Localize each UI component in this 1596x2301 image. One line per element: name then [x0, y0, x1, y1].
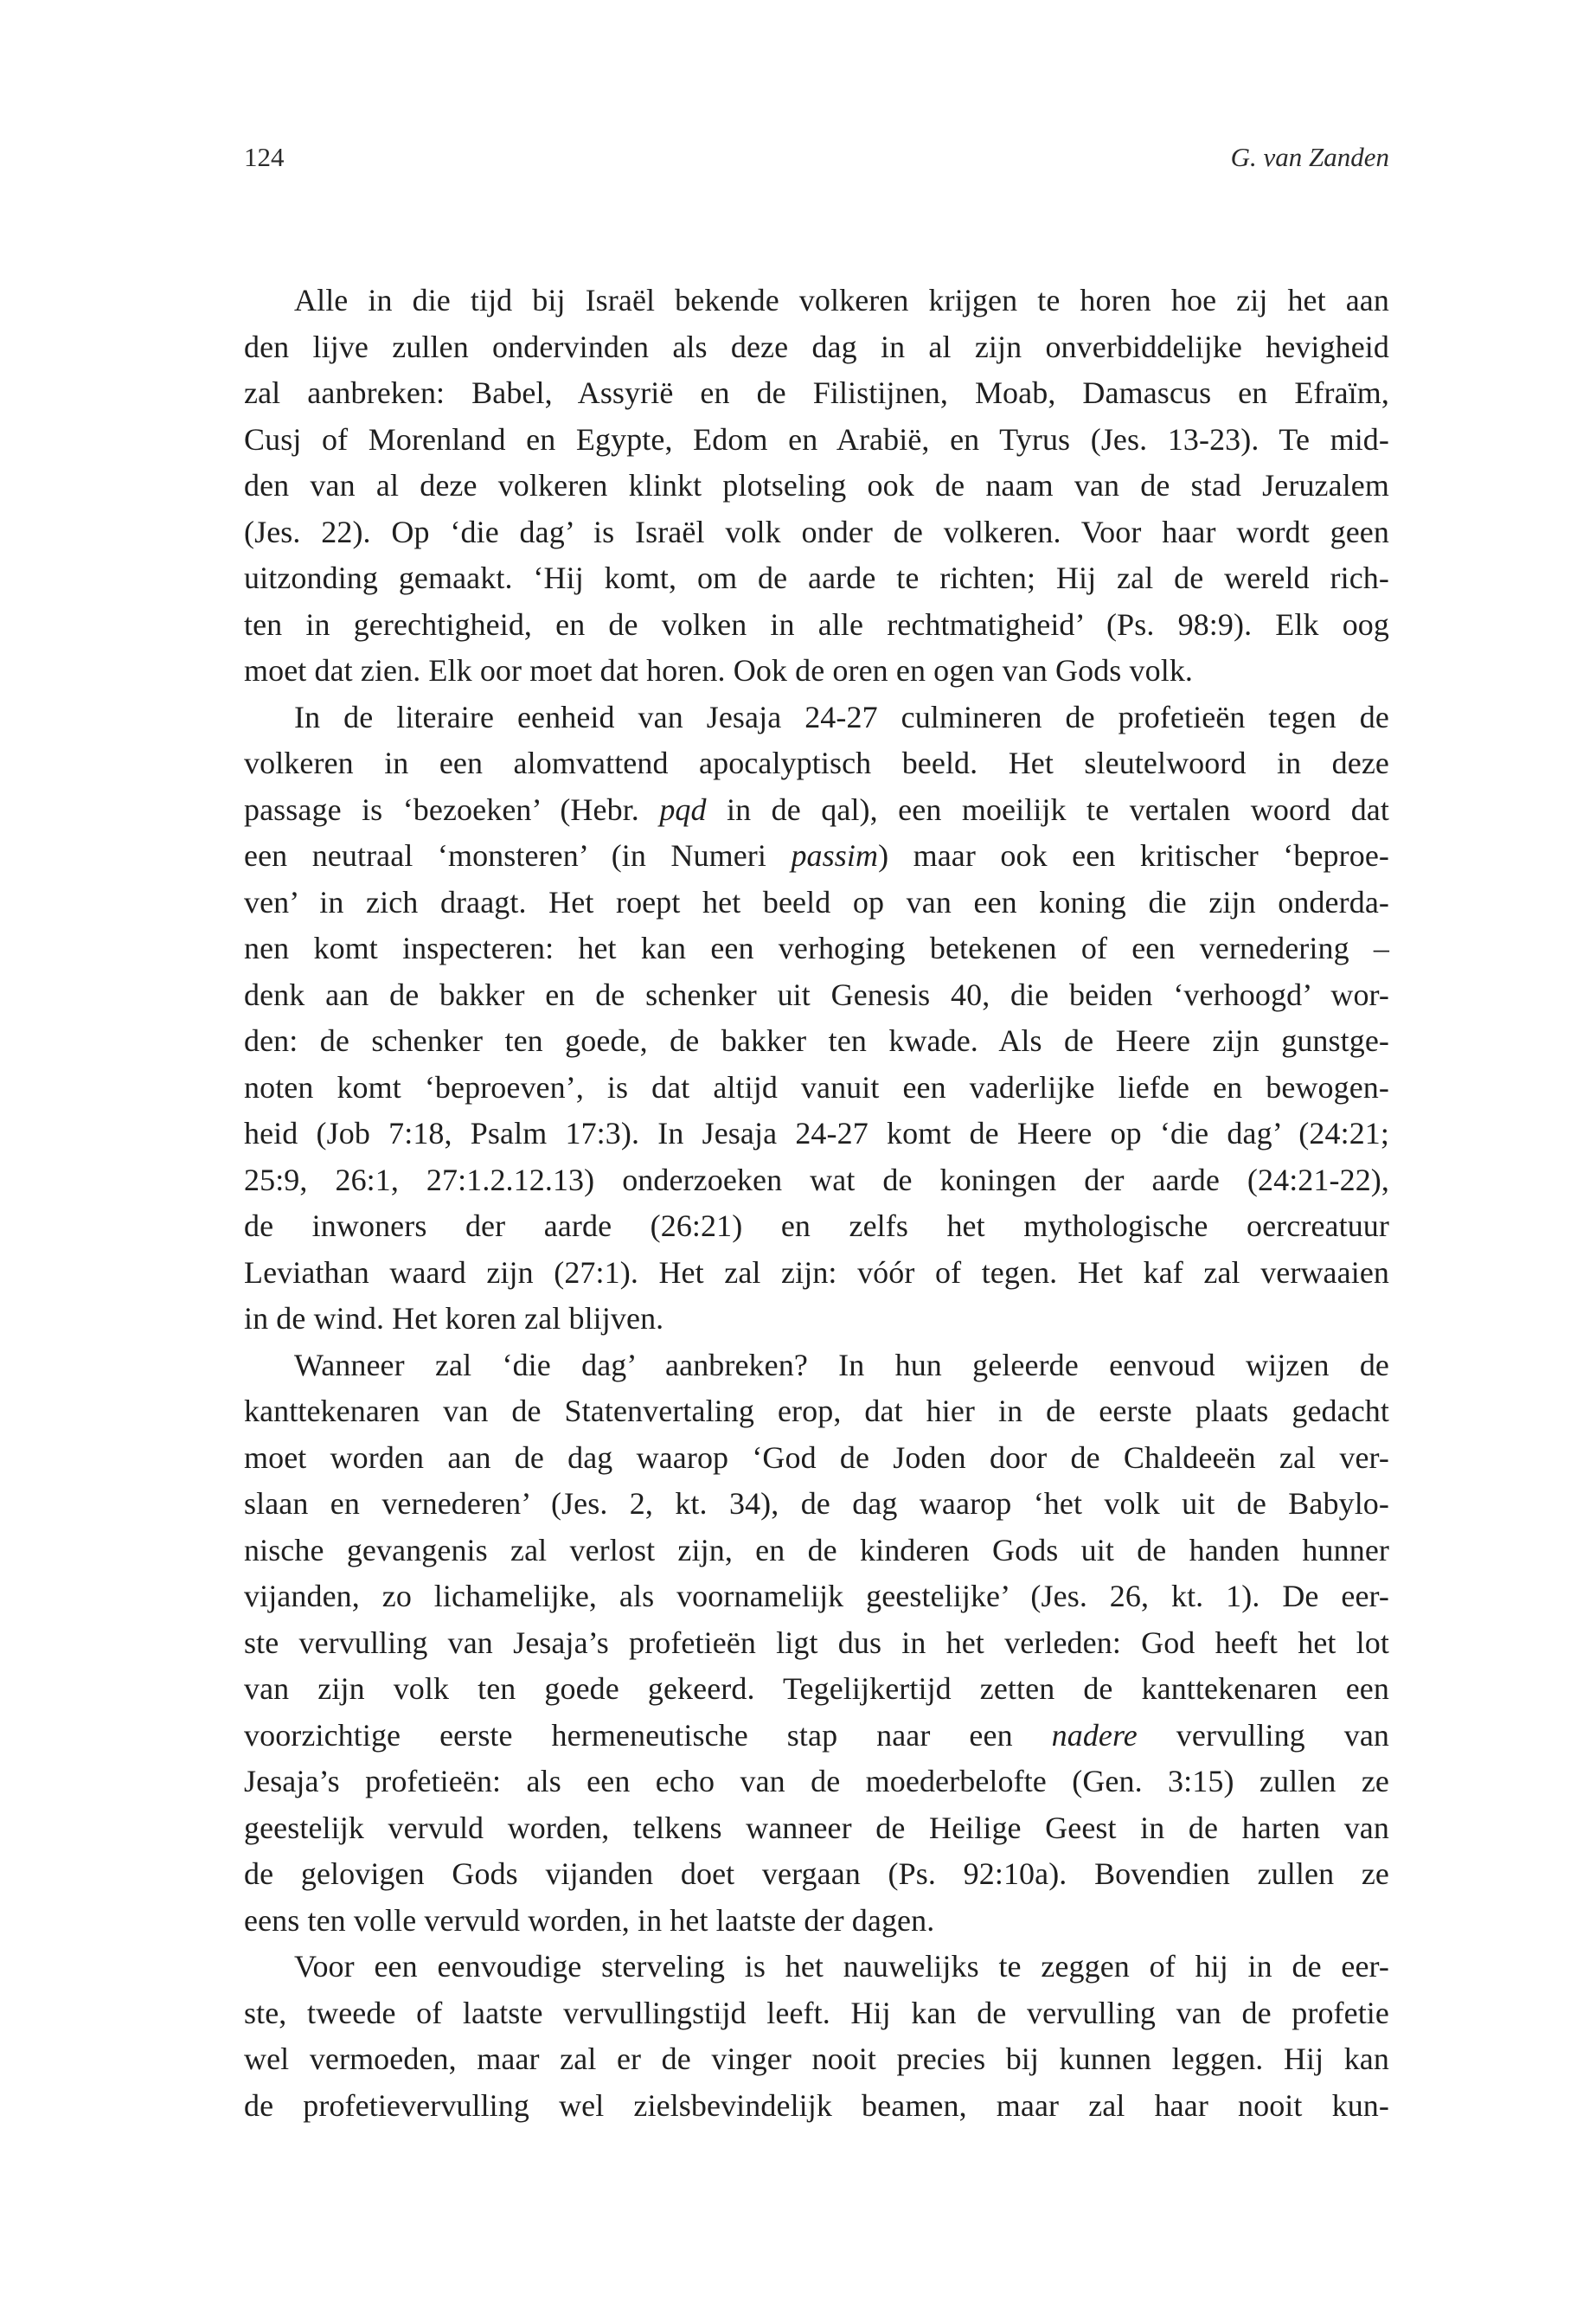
text-segment: slaan en vernederen’ (Jes. 2, kt. 34), de dag waarop ‘het volk uit de Babylo-	[244, 1486, 1389, 1521]
text-line	[244, 1018, 1389, 1065]
text-segment: den: de schenker ten goede, de bakker ten kwade. Als de Heere zijn gunstge-	[244, 1023, 1389, 1058]
text-line	[244, 1203, 1389, 1250]
text-line	[244, 1157, 1389, 1204]
text-line	[244, 1065, 1389, 1112]
text-line	[244, 324, 1389, 371]
text-segment: moet dat zien. Elk oor moet dat horen. Ook de oren en ogen van Gods volk.	[244, 653, 1194, 688]
text-line	[244, 1944, 1389, 1990]
text-line	[244, 1805, 1389, 1852]
text-segment: een neutraal ‘monsteren’ (in Numeri	[244, 838, 792, 873]
text-line	[244, 695, 1389, 741]
text-segment: In de literaire eenheid van Jesaja 24-27 culmineren de profetieën tegen de	[294, 699, 1389, 734]
text-line	[244, 972, 1389, 1019]
text-segment: ven’ in zich draagt. Het roept het beeld op van een koning die zijn onderda-	[244, 884, 1389, 920]
text-segment: 25:9, 26:1, 27:1.2.12.13) onderzoeken wat de koningen der aarde (24:21-22),	[244, 1162, 1389, 1197]
text-segment: heid (Job 7:18, Psalm 17:3). In Jesaja 24-27 komt de Heere op ‘die dag’ (24:21;	[244, 1116, 1389, 1150]
text-line	[244, 648, 1389, 695]
text-segment: kanttekenaren van de Statenvertaling erop, dat hier in de eerste plaats gedacht	[244, 1394, 1389, 1428]
text-segment: eens ten volle vervuld worden, in het laatste der dagen.	[244, 1902, 935, 1938]
text-segment: geestelijk vervuld worden, telkens wanneer de Heilige Geest in de harten van	[244, 1810, 1389, 1845]
text-segment: van zijn volk ten goede gekeerd. Tegelijkertijd zetten de kanttekenaren een	[244, 1671, 1389, 1706]
text-segment: uitzonding gemaakt. ‘Hij komt, om de aarde te richten; Hij zal de wereld rich-	[244, 561, 1389, 595]
italic-term: passim	[791, 838, 879, 873]
text-line	[244, 1250, 1389, 1297]
text-segment: voorzichtige eerste hermeneutische stap naar een	[244, 1717, 1052, 1753]
text-segment: de profetievervulling wel zielsbevindelijk beamen, maar zal haar nooit kun-	[244, 2087, 1389, 2123]
text-segment: in de qal), een moeilijk te vertalen woord dat	[706, 792, 1389, 827]
text-line	[244, 787, 1389, 834]
text-segment: den van al deze volkeren klinkt plotseling ook de naam van de stad Jeruzalem	[244, 468, 1389, 503]
text-segment: de gelovigen Gods vijanden doet vergaan (Ps. 92:10a). Bovendien zullen ze	[244, 1856, 1389, 1891]
text-line	[244, 1111, 1389, 1157]
text-line	[244, 740, 1389, 787]
text-segment: Alle in die tijd bij Israël bekende volkeren krijgen te horen hoe zij het aan	[294, 283, 1389, 317]
italic-term: pqd	[659, 792, 707, 827]
text-line	[244, 417, 1389, 464]
text-segment: ste vervulling van Jesaja’s profetieën ligt dus in het verleden: God heeft het lot	[244, 1625, 1389, 1660]
text-segment: ste, tweede of laatste vervullingstijd leeft. Hij kan de vervulling van de profetie	[244, 1995, 1389, 2030]
text-line	[244, 1851, 1389, 1898]
text-line	[244, 555, 1389, 602]
text-line	[244, 370, 1389, 417]
text-line	[244, 1713, 1389, 1759]
text-line	[244, 926, 1389, 972]
text-line	[244, 1388, 1389, 1435]
text-segment: volkeren in een alomvattend apocalyptisch beeld. Het sleutelwoord in deze	[244, 746, 1389, 780]
text-line	[244, 510, 1389, 556]
text-segment: passage is ‘bezoeken’ (Hebr.	[244, 792, 660, 827]
text-segment: zal aanbreken: Babel, Assyrië en de Filistijnen, Moab, Damascus en Efraïm,	[244, 375, 1389, 410]
text-segment: Leviathan waard zijn (27:1). Het zal zijn: vóór of tegen. Het kaf zal verwaaien	[244, 1254, 1389, 1290]
text-segment: Voor een eenvoudige sterveling is het nauwelijks te zeggen of hij in de eer-	[294, 1949, 1389, 1984]
text-segment: den lijve zullen ondervinden als deze dag in al zijn onverbiddelijke hevigheid	[244, 329, 1389, 364]
text-line	[244, 1481, 1389, 1528]
text-line	[244, 1666, 1389, 1713]
text-segment: ) maar ook een kritischer ‘beproe-	[878, 838, 1389, 873]
page-number: 124	[244, 142, 285, 172]
text-segment: de inwoners der aarde (26:21) en zelfs het mythologische oercreatuur	[244, 1208, 1389, 1243]
text-line	[244, 463, 1389, 510]
text-line	[244, 2036, 1389, 2083]
text-line	[244, 1990, 1389, 2037]
page-header	[244, 138, 1389, 176]
text-line	[244, 1296, 1389, 1343]
text-line	[244, 278, 1389, 324]
body-text	[244, 278, 1389, 2129]
running-head-author: G. van Zanden	[1230, 142, 1389, 172]
text-line	[244, 1898, 1389, 1945]
text-segment: nische gevangenis zal verlost zijn, en de kinderen Gods uit de handen hunner	[244, 1532, 1389, 1567]
text-segment: noten komt ‘beproeven’, is dat altijd vanuit een vaderlijke liefde en bewogen-	[244, 1069, 1389, 1105]
text-line	[244, 1574, 1389, 1620]
text-line	[244, 1528, 1389, 1574]
text-line	[244, 1620, 1389, 1667]
text-line	[244, 602, 1389, 649]
text-line	[244, 1435, 1389, 1482]
text-segment: nen komt inspecteren: het kan een verhoging betekenen of een vernedering –	[244, 931, 1389, 965]
text-line	[244, 2083, 1389, 2130]
text-segment: (Jes. 22). Op ‘die dag’ is Israël volk onder de volkeren. Voor haar wordt geen	[244, 514, 1389, 549]
paragraph	[244, 278, 1389, 695]
paragraph	[244, 1343, 1389, 1945]
text-line	[244, 880, 1389, 926]
text-line	[244, 1759, 1389, 1805]
text-segment: moet worden aan de dag waarop ‘God de Joden door de Chaldeeën zal ver-	[244, 1439, 1389, 1475]
italic-term: nadere	[1051, 1717, 1138, 1753]
text-line	[244, 1343, 1389, 1389]
text-segment: vervulling van	[1137, 1717, 1389, 1753]
paragraph	[244, 1944, 1389, 2129]
paragraph	[244, 695, 1389, 1343]
text-segment: Jesaja’s profetieën: als een echo van de moederbelofte (Gen. 3:15) zullen ze	[244, 1764, 1389, 1798]
text-segment: denk aan de bakker en de schenker uit Genesis 40, die beiden ‘verhoogd’ wor-	[244, 977, 1389, 1012]
text-segment: wel vermoeden, maar zal er de vinger nooit precies bij kunnen leggen. Hij kan	[244, 2041, 1389, 2076]
text-segment: ten in gerechtigheid, en de volken in alle rechtmatigheid’ (Ps. 98:9). Elk oog	[244, 606, 1389, 642]
text-segment: vijanden, zo lichamelijke, als voornamelijk geestelijke’ (Jes. 26, kt. 1). De eer-	[244, 1579, 1389, 1613]
text-segment: Wanneer zal ‘die dag’ aanbreken? In hun geleerde eenvoud wijzen de	[294, 1347, 1389, 1382]
text-segment: Cusj of Morenland en Egypte, Edom en Arabië, en Tyrus (Jes. 13-23). Te mid-	[244, 421, 1389, 457]
text-segment: in de wind. Het koren zal blijven.	[244, 1301, 664, 1336]
text-line	[244, 833, 1389, 880]
